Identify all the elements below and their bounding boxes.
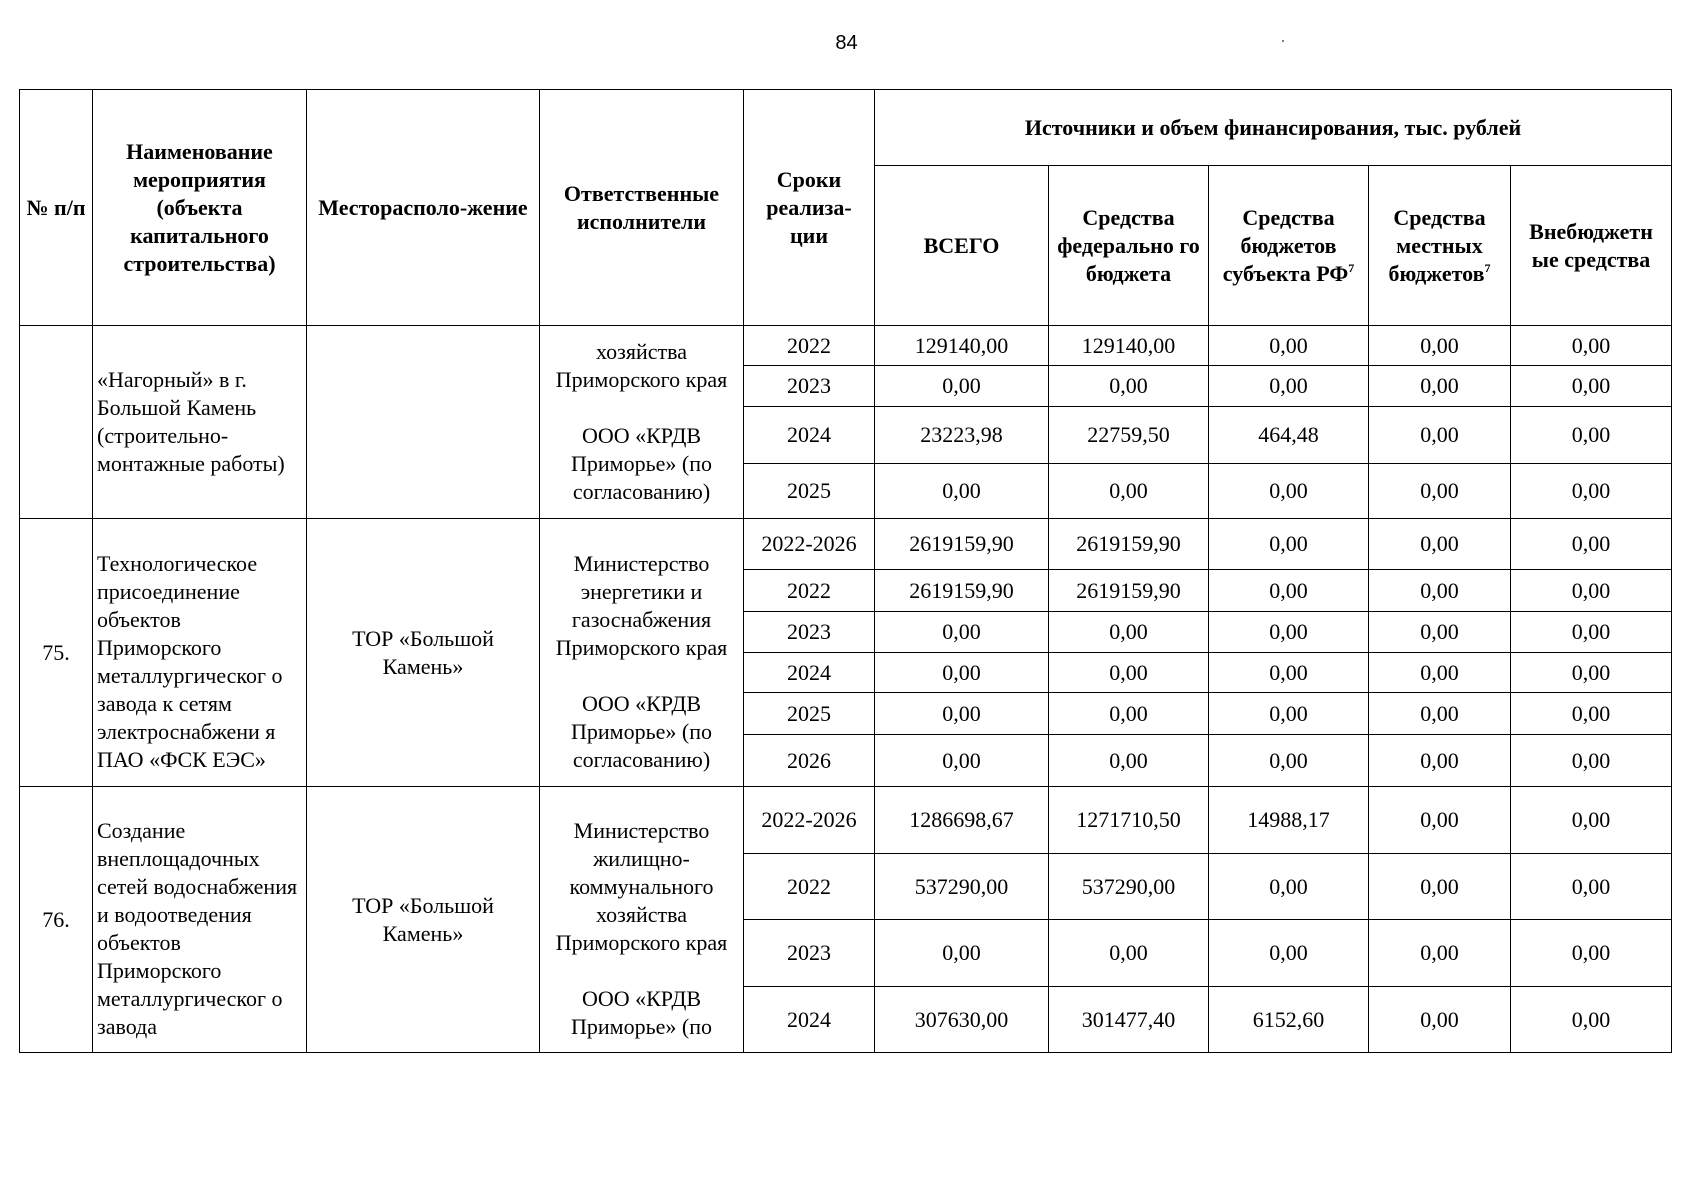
local-cell: 0,00 [1369, 612, 1511, 653]
local-cell: 0,00 [1369, 570, 1511, 612]
total-cell: 0,00 [875, 612, 1049, 653]
federal-cell: 129140,00 [1049, 326, 1209, 366]
local-cell: 0,00 [1369, 787, 1511, 854]
header-federal: Средства федерально го бюджета [1049, 166, 1209, 326]
header-total: ВСЕГО [875, 166, 1049, 326]
responsible-executors [540, 326, 744, 519]
period-cell: 2023 [744, 612, 875, 653]
local-cell: 0,00 [1369, 326, 1511, 366]
responsible-executors [540, 519, 744, 787]
federal-cell: 2619159,90 [1049, 570, 1209, 612]
footnote-mark: 7 [1348, 260, 1355, 275]
responsible-executors [540, 787, 744, 1053]
federal-cell: 0,00 [1049, 464, 1209, 519]
regional-cell: 0,00 [1209, 326, 1369, 366]
header-extra: Внебюджетн ые средства [1511, 166, 1672, 326]
financing-table [19, 89, 1672, 1053]
regional-cell: 0,00 [1209, 519, 1369, 570]
extra-cell: 0,00 [1511, 987, 1672, 1053]
period-cell: 2024 [744, 407, 875, 464]
scan-speck [1282, 40, 1284, 42]
extra-cell: 0,00 [1511, 464, 1672, 519]
period-cell: 2026 [744, 735, 875, 787]
header-regional-label: Средства бюджетов субъекта РФ [1222, 204, 1349, 286]
row-number: 76. [20, 787, 93, 1053]
regional-cell: 0,00 [1209, 920, 1369, 987]
header-regional [1209, 166, 1369, 326]
location: ТОР «Большой Камень» [307, 787, 540, 1053]
executor-secondary: ООО «КРДВ Приморье» (по [571, 985, 712, 1039]
header-num: № п/п [20, 90, 93, 326]
period-cell: 2022 [744, 326, 875, 366]
regional-cell: 0,00 [1209, 570, 1369, 612]
period-cell: 2024 [744, 653, 875, 693]
regional-cell: 0,00 [1209, 735, 1369, 787]
federal-cell: 0,00 [1049, 735, 1209, 787]
header-executors: Ответственные исполнители [540, 90, 744, 326]
local-cell: 0,00 [1369, 366, 1511, 407]
footnote-mark: 7 [1484, 260, 1491, 275]
regional-cell: 6152,60 [1209, 987, 1369, 1053]
executor-gap [544, 394, 739, 422]
period-cell: 2022 [744, 854, 875, 920]
federal-cell: 22759,50 [1049, 407, 1209, 464]
header-local [1369, 166, 1511, 326]
federal-cell: 0,00 [1049, 653, 1209, 693]
executor-secondary: ООО «КРДВ Приморье» (по согласованию) [571, 423, 712, 504]
extra-cell: 0,00 [1511, 854, 1672, 920]
header-sources: Источники и объем финансирования, тыс. рублей [875, 90, 1672, 166]
local-cell: 0,00 [1369, 987, 1511, 1053]
federal-cell: 0,00 [1049, 920, 1209, 987]
row-number [20, 326, 93, 519]
executor-primary: Министерство жилищно-коммунального хозяйства Приморского края [555, 817, 728, 955]
regional-cell: 0,00 [1209, 653, 1369, 693]
period-cell: 2022-2026 [744, 787, 875, 854]
table-header [20, 90, 1672, 326]
table-row [20, 326, 1672, 366]
total-cell: 0,00 [875, 920, 1049, 987]
federal-cell: 537290,00 [1049, 854, 1209, 920]
extra-cell: 0,00 [1511, 787, 1672, 854]
regional-cell: 0,00 [1209, 854, 1369, 920]
regional-cell: 0,00 [1209, 693, 1369, 735]
local-cell: 0,00 [1369, 407, 1511, 464]
period-cell: 2025 [744, 464, 875, 519]
location: ТОР «Большой Камень» [307, 519, 540, 787]
total-cell: 2619159,90 [875, 570, 1049, 612]
regional-cell: 0,00 [1209, 612, 1369, 653]
total-cell: 0,00 [875, 464, 1049, 519]
location [307, 326, 540, 519]
total-cell: 537290,00 [875, 854, 1049, 920]
activity-name: Технологическое присоединение объектов Приморского металлургическог о завода к сетям электроснабжени я ПАО «ФСК ЕЭС» [93, 519, 307, 787]
executor-primary: хозяйства Приморского края [555, 339, 728, 392]
local-cell: 0,00 [1369, 854, 1511, 920]
activity-name: Создание внеплощадочных сетей водоснабжения и водоотведения объектов Приморского металлургическог о завода [93, 787, 307, 1053]
total-cell: 2619159,90 [875, 519, 1049, 570]
local-cell: 0,00 [1369, 693, 1511, 735]
extra-cell: 0,00 [1511, 693, 1672, 735]
extra-cell: 0,00 [1511, 519, 1672, 570]
period-cell: 2023 [744, 366, 875, 407]
regional-cell: 0,00 [1209, 464, 1369, 519]
federal-cell: 0,00 [1049, 612, 1209, 653]
row-number: 75. [20, 519, 93, 787]
local-cell: 0,00 [1369, 920, 1511, 987]
total-cell: 0,00 [875, 693, 1049, 735]
header-name: Наименование мероприятия (объекта капитального строительства) [93, 90, 307, 326]
total-cell: 307630,00 [875, 987, 1049, 1053]
header-terms: Сроки реализа-ции [744, 90, 875, 326]
period-cell: 2022 [744, 570, 875, 612]
total-cell: 23223,98 [875, 407, 1049, 464]
local-cell: 0,00 [1369, 464, 1511, 519]
regional-cell: 464,48 [1209, 407, 1369, 464]
local-cell: 0,00 [1369, 519, 1511, 570]
federal-cell: 0,00 [1049, 693, 1209, 735]
executor-primary: Министерство энергетики и газоснабжения Приморского края [555, 550, 728, 660]
activity-name: «Нагорный» в г. Большой Камень (строительно-монтажные работы) [93, 326, 307, 519]
extra-cell: 0,00 [1511, 326, 1672, 366]
period-cell: 2022-2026 [744, 519, 875, 570]
regional-cell: 14988,17 [1209, 787, 1369, 854]
extra-cell: 0,00 [1511, 920, 1672, 987]
table-body [20, 326, 1672, 1053]
local-cell: 0,00 [1369, 735, 1511, 787]
extra-cell: 0,00 [1511, 735, 1672, 787]
extra-cell: 0,00 [1511, 653, 1672, 693]
executor-gap [544, 957, 739, 985]
executor-secondary: ООО «КРДВ Приморье» (по согласованию) [571, 690, 712, 772]
local-cell: 0,00 [1369, 653, 1511, 693]
extra-cell: 0,00 [1511, 612, 1672, 653]
period-cell: 2023 [744, 920, 875, 987]
total-cell: 129140,00 [875, 326, 1049, 366]
table-row [20, 787, 1672, 854]
total-cell: 0,00 [875, 735, 1049, 787]
federal-cell: 0,00 [1049, 366, 1209, 407]
total-cell: 1286698,67 [875, 787, 1049, 854]
period-cell: 2025 [744, 693, 875, 735]
table-row [20, 519, 1672, 570]
federal-cell: 2619159,90 [1049, 519, 1209, 570]
total-cell: 0,00 [875, 653, 1049, 693]
header-location: Месторасполо-жение [307, 90, 540, 326]
page-number: 84 [835, 32, 858, 54]
extra-cell: 0,00 [1511, 570, 1672, 612]
header-local-label: Средства местных бюджетов [1388, 204, 1486, 286]
executor-gap [544, 662, 739, 690]
extra-cell: 0,00 [1511, 407, 1672, 464]
federal-cell: 1271710,50 [1049, 787, 1209, 854]
extra-cell: 0,00 [1511, 366, 1672, 407]
period-cell: 2024 [744, 987, 875, 1053]
federal-cell: 301477,40 [1049, 987, 1209, 1053]
regional-cell: 0,00 [1209, 366, 1369, 407]
total-cell: 0,00 [875, 366, 1049, 407]
